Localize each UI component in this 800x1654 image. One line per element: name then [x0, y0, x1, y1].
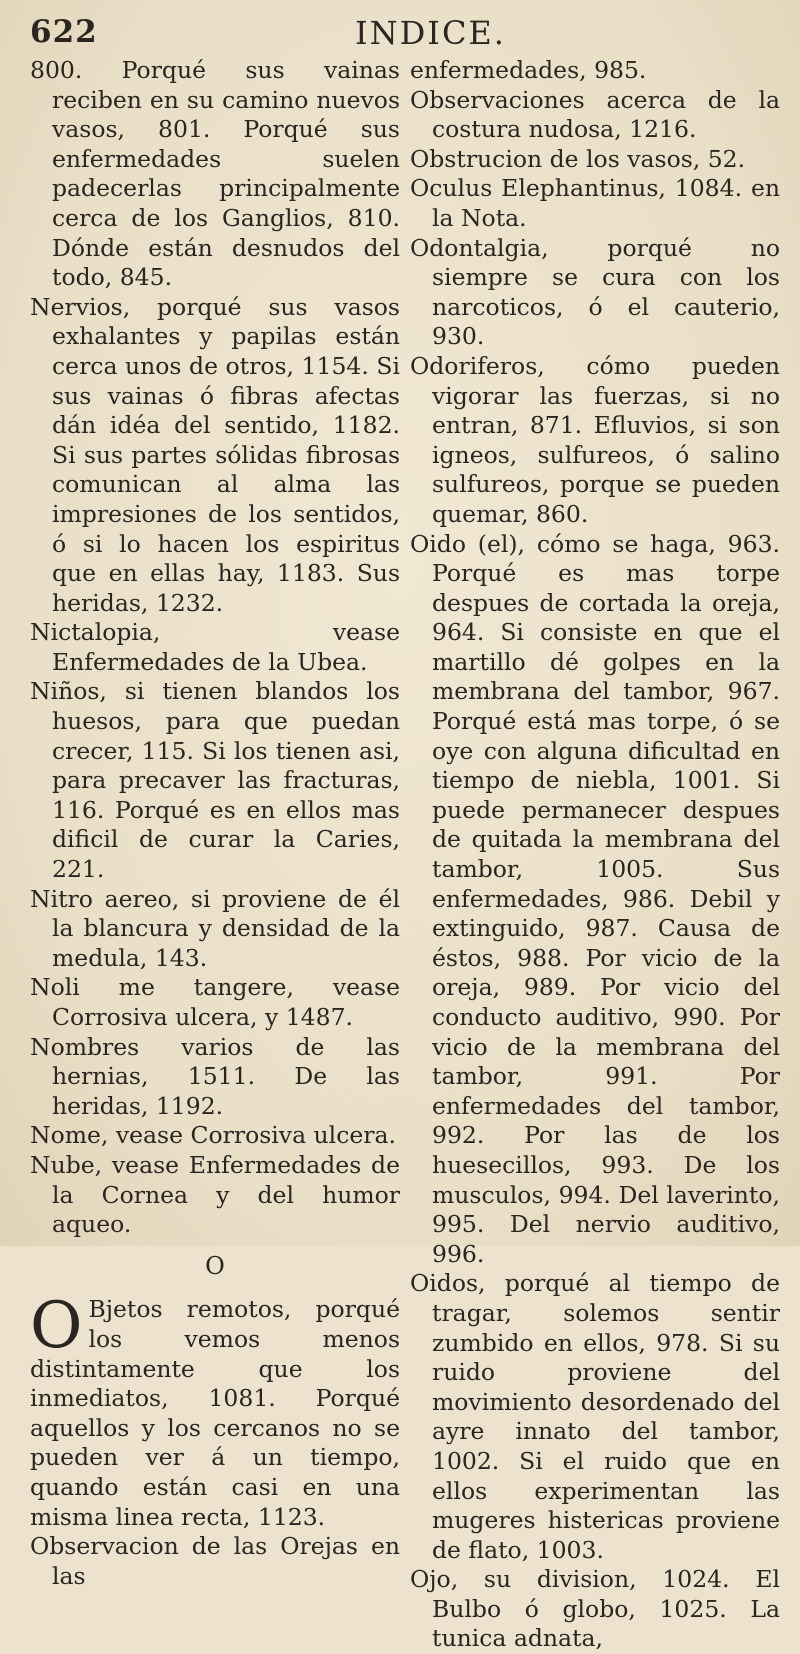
index-entry: Noli me tangere, vease Corrosiva ulcera, y 1487. — [30, 973, 400, 1031]
index-entry: Nervios, porqué sus vasos exhalantes y papilas están cerca unos de otros, 1154. Si sus vainas ó fibras afectas dán idéa del sentido, 1182. Si sus partes sólidas fibrosas comunican al alma las impresiones de los sentidos, ó si lo hacen los espiritus que en ellas hay, 1183. Sus heridas, 1232. — [30, 292, 400, 617]
dropcap-entry — [30, 1289, 400, 1532]
index-entry: 800. Porqué sus vainas reciben en su camino nuevos vasos, 801. Porqué sus enfermedades suelen padecerlas principalmente cerca de los Ganglios, 810. Dónde están desnudos del todo, 845. — [30, 56, 400, 292]
index-entry: Nombres varios de las hernias, 1511. De las heridas, 1192. — [30, 1032, 400, 1120]
index-entry: Nome, vease Corrosiva ulcera. — [30, 1121, 396, 1150]
index-entry: Obstrucion de los vasos, 52. — [410, 144, 746, 173]
index-entry: Odontalgia, porqué no siempre se cura con los narcoticos, ó el cauterio, 930. — [410, 233, 780, 351]
index-entry: Observaciones acerca de la costura nudosa, 1216. — [410, 85, 780, 144]
index-entry: Nube, vease Enfermedades de la Cornea y del humor aqueo. — [30, 1150, 400, 1239]
index-entry: Observacion de las Orejas en las — [30, 1532, 400, 1590]
index-entry: Odoriferos, cómo pueden vigorar las fuerzas, si no entran, 871. Efluvios, si son igneos, sulfureos, ó salino sulfureos, porque se pueden quemar, 860. — [410, 351, 780, 528]
section-letter: O — [205, 1251, 225, 1280]
left-column — [30, 56, 400, 1591]
index-entry: Oculus Elephantinus, 1084. en la Nota. — [410, 174, 780, 232]
page-number: 622 — [30, 14, 98, 50]
index-entry: Nictalopia, vease Enfermedades de la Ubea. — [30, 618, 400, 676]
index-entry: Niños, si tienen blandos los huesos, para que puedan crecer, 115. Si los tienen asi, para precaver las fracturas, 116. Porqué es en ellos mas dificil de curar la Caries, 221. — [30, 677, 400, 884]
index-entry: enfermedades, 985. — [410, 56, 647, 84]
dropcap-entry-text: Bjetos remotos, porqué los vemos menos distintamente que los inmediatos, 1081. Porqué aquellos y los cercanos no se pueden ver á un tiempo, quando están casi en una misma linea recta, 1123. — [30, 1295, 400, 1531]
right-column — [410, 56, 780, 1654]
index-entry: Nitro aereo, si proviene de él la blancura y densidad de la medula, 143. — [30, 884, 400, 972]
index-entry: Ojo, su division, 1024. El Bulbo ó globo, 1025. La tunica adnata, — [410, 1565, 780, 1653]
running-title: INDICE. — [355, 14, 506, 52]
page-header — [0, 14, 800, 58]
dropcap-letter: O — [30, 1289, 83, 1364]
index-entry: Oidos, porqué al tiempo de tragar, solemos sentir zumbido en ellos, 978. Si su ruido proviene del movimiento desordenado del ayre innato del tambor, 1002. Si el ruido que en ellos experimentan las mugeres histericas proviene de flato, 1003. — [410, 1269, 780, 1564]
index-entry: Oido (el), cómo se haga, 963. Porqué es mas torpe despues de cortada la oreja, 964. Si consiste en que el martillo dé golpes en la membrana del tambor, 967. Porqué está mas torpe, ó se oye con alguna dificultad en tiempo de niebla, 1001. Si puede permanecer despues de quitada la membrana del tambor, 1005. Sus enfermedades, 986. Debil y extinguido, 987. Causa de éstos, 988. Por vicio de la oreja, 989. Por vicio del conducto auditivo, 990. Por vicio de la membrana del tambor, 991. Por enfermedades del tambor, 992. Por las de los huesecillos, 993. De los musculos, 994. Del laverinto, 995. Del nervio auditivo, 996. — [410, 529, 780, 1268]
